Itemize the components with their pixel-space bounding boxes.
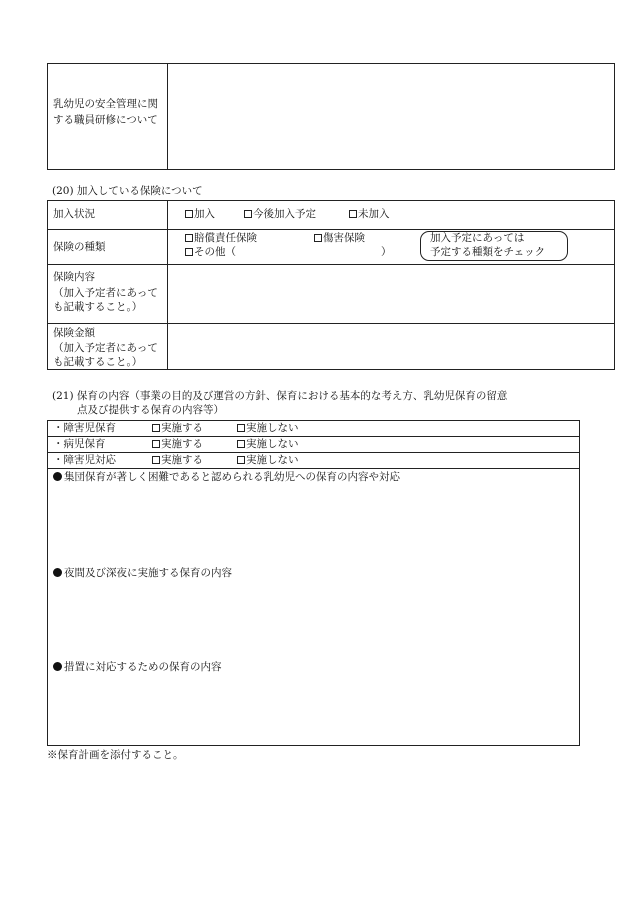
childcare-row-divider: [47, 468, 580, 469]
checkbox[interactable]: [185, 234, 193, 242]
insurance-status-option[interactable]: 加入: [185, 208, 215, 221]
training-input-area[interactable]: [168, 64, 614, 169]
insurance-type-label: 保険の種類: [53, 241, 106, 253]
insurance-type-note: 加入予定にあっては: [430, 232, 525, 244]
insurance-status-option[interactable]: 今後加入予定: [244, 208, 316, 221]
insurance-type-note: 予定する種類をチェック: [430, 246, 546, 258]
insurance-type-option[interactable]: その他（: [185, 246, 236, 259]
childcare-bullet-heading: 集団保育が著しく困難であると認められる乳幼児への保育の内容や対応: [53, 471, 400, 484]
bullet-icon: [53, 472, 62, 481]
check-row-label: ・障害児対応: [53, 454, 116, 466]
checkbox[interactable]: [349, 210, 357, 218]
section20-heading: (20) 加入している保険について: [52, 185, 203, 197]
insurance-content-input[interactable]: [168, 265, 614, 322]
checkbox[interactable]: [237, 440, 245, 448]
checkbox[interactable]: [237, 424, 245, 432]
childcare-content-input[interactable]: [48, 486, 579, 745]
check-row-label: ・病児保育: [53, 438, 106, 450]
insurance-status-label: 加入状況: [53, 208, 95, 220]
section21-heading: (21) 保育の内容（事業の目的及び運営の方針、保育における基本的な考え方、乳幼児保育の留意: [52, 390, 508, 402]
childcare-row-divider: [47, 436, 580, 437]
section21-heading-cont: 点及び提供する保育の内容等）: [77, 404, 224, 416]
insurance-status-option[interactable]: 未加入: [349, 208, 390, 221]
check-option-no[interactable]: 実施しない: [237, 454, 299, 467]
insurance-amount-label: 保険金額: [53, 327, 95, 339]
check-option-yes[interactable]: 実施する: [152, 454, 203, 467]
checkbox[interactable]: [152, 424, 160, 432]
insurance-type-option[interactable]: 傷害保険: [314, 232, 365, 245]
insurance-content-label: 保険内容: [53, 271, 95, 283]
insurance-type-option[interactable]: 賠償責任保険: [185, 232, 257, 245]
insurance-type-close-paren: ）: [381, 246, 392, 258]
insurance-amount-note: （加入予定者にあっても記載すること。）: [53, 342, 158, 368]
footnote: ※保育計画を添付すること。: [47, 749, 184, 761]
checkbox[interactable]: [152, 456, 160, 464]
check-option-yes[interactable]: 実施する: [152, 438, 203, 451]
childcare-bullet-heading: 措置に対応するための保育の内容: [53, 661, 222, 674]
childcare-row-divider: [47, 452, 580, 453]
checkbox[interactable]: [185, 210, 193, 218]
childcare-bullet-heading: 夜間及び深夜に実施する保育の内容: [53, 567, 232, 580]
checkbox[interactable]: [244, 210, 252, 218]
checkbox[interactable]: [185, 248, 193, 256]
check-option-no[interactable]: 実施しない: [237, 438, 299, 451]
check-row-label: ・障害児保育: [53, 422, 116, 434]
checkbox[interactable]: [152, 440, 160, 448]
check-option-no[interactable]: 実施しない: [237, 422, 299, 435]
training-label: 乳幼児の安全管理に関する職員研修について: [53, 98, 158, 126]
checkbox[interactable]: [314, 234, 322, 242]
check-option-yes[interactable]: 実施する: [152, 422, 203, 435]
checkbox[interactable]: [237, 456, 245, 464]
insurance-content-note: （加入予定者にあっても記載すること。）: [53, 287, 158, 313]
insurance-amount-input[interactable]: [168, 324, 614, 369]
insurance-row-divider: [47, 229, 615, 230]
